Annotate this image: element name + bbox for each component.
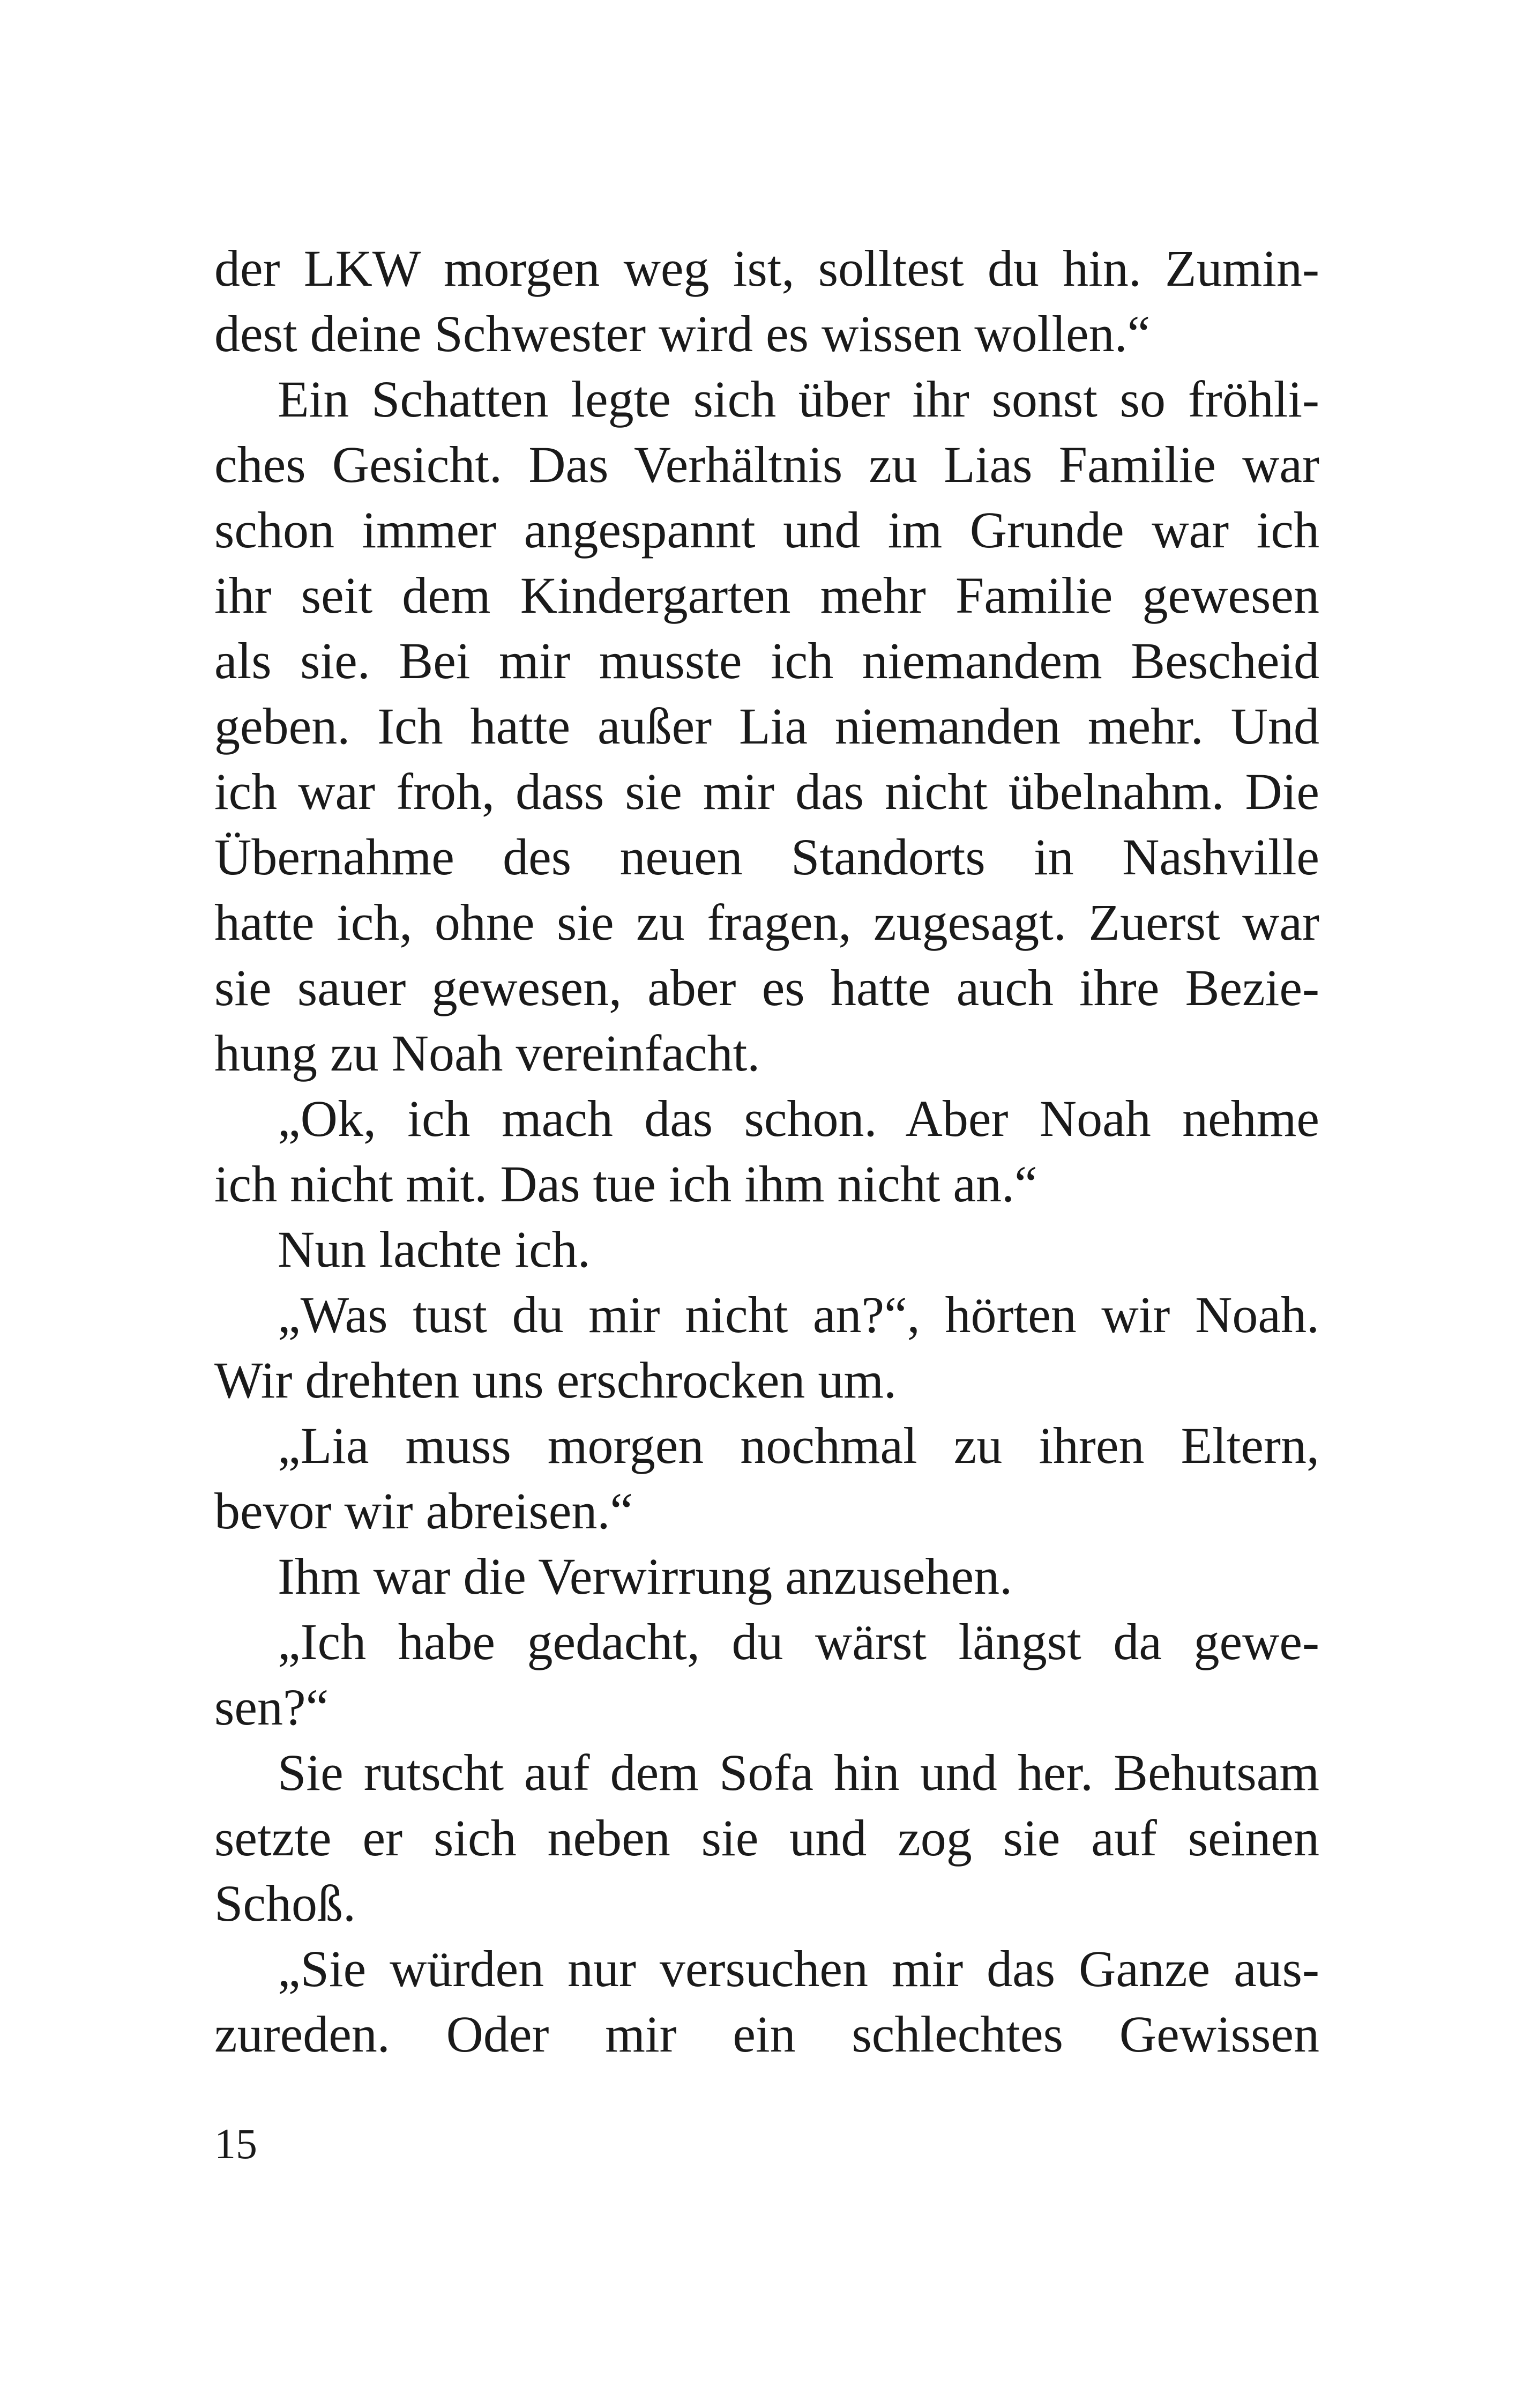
text-line: Ein Schatten legte sich über ihr sonst so fröhli- (278, 370, 1319, 428)
body-text (214, 236, 1319, 2067)
text-line: Nun lachte ich. (278, 1221, 591, 1278)
text-line: ihr seit dem Kindergarten mehr Familie gewesen (214, 567, 1319, 624)
text-line: Wir drehten uns erschrocken um. (214, 1351, 897, 1409)
text-line: sie sauer gewesen, aber es hatte auch ihre Bezie- (214, 959, 1319, 1016)
text-line: Sie rutscht auf dem Sofa hin und her. Behutsam (278, 1744, 1319, 1801)
text-line: hatte ich, ohne sie zu fragen, zugesagt. Zuerst war (214, 894, 1319, 951)
text-line: Übernahme des neuen Standorts in Nashville (214, 828, 1319, 886)
text-line: setzte er sich neben sie und zog sie auf seinen (214, 1809, 1319, 1867)
text-line: „Ich habe gedacht, du wärst längst da gewe- (278, 1613, 1319, 1670)
text-line: als sie. Bei mir musste ich niemandem Bescheid (214, 632, 1319, 689)
text-line: Ihm war die Verwirrung anzusehen. (278, 1548, 1013, 1605)
text-line: „Sie würden nur versuchen mir das Ganze aus- (278, 1940, 1319, 1997)
text-line: „Lia muss morgen nochmal zu ihren Eltern, (278, 1417, 1319, 1474)
text-line: Schoß. (214, 1875, 356, 1932)
text-line: ich nicht mit. Das tue ich ihm nicht an.“ (214, 1155, 1037, 1213)
text-line: geben. Ich hatte außer Lia niemanden mehr. Und (214, 697, 1319, 755)
text-line: schon immer angespannt und im Grunde war ich (214, 501, 1319, 559)
text-line: sen?“ (214, 1678, 329, 1736)
page-number: 15 (214, 2121, 257, 2168)
text-line: ches Gesicht. Das Verhältnis zu Lias Familie war (214, 436, 1319, 493)
text-line: dest deine Schwester wird es wissen wollen.“ (214, 305, 1151, 362)
text-line: zureden. Oder mir ein schlechtes Gewissen (214, 2005, 1319, 2063)
text-line: ich war froh, dass sie mir das nicht übelnahm. Die (214, 763, 1319, 820)
text-line: hung zu Noah vereinfacht. (214, 1024, 760, 1082)
text-line: bevor wir abreisen.“ (214, 1482, 633, 1540)
text-line: „Was tust du mir nicht an?“, hörten wir Noah. (278, 1286, 1319, 1343)
text-line: der LKW morgen weg ist, solltest du hin. Zumin- (214, 240, 1319, 297)
text-line: „Ok, ich mach das schon. Aber Noah nehme (278, 1090, 1319, 1147)
